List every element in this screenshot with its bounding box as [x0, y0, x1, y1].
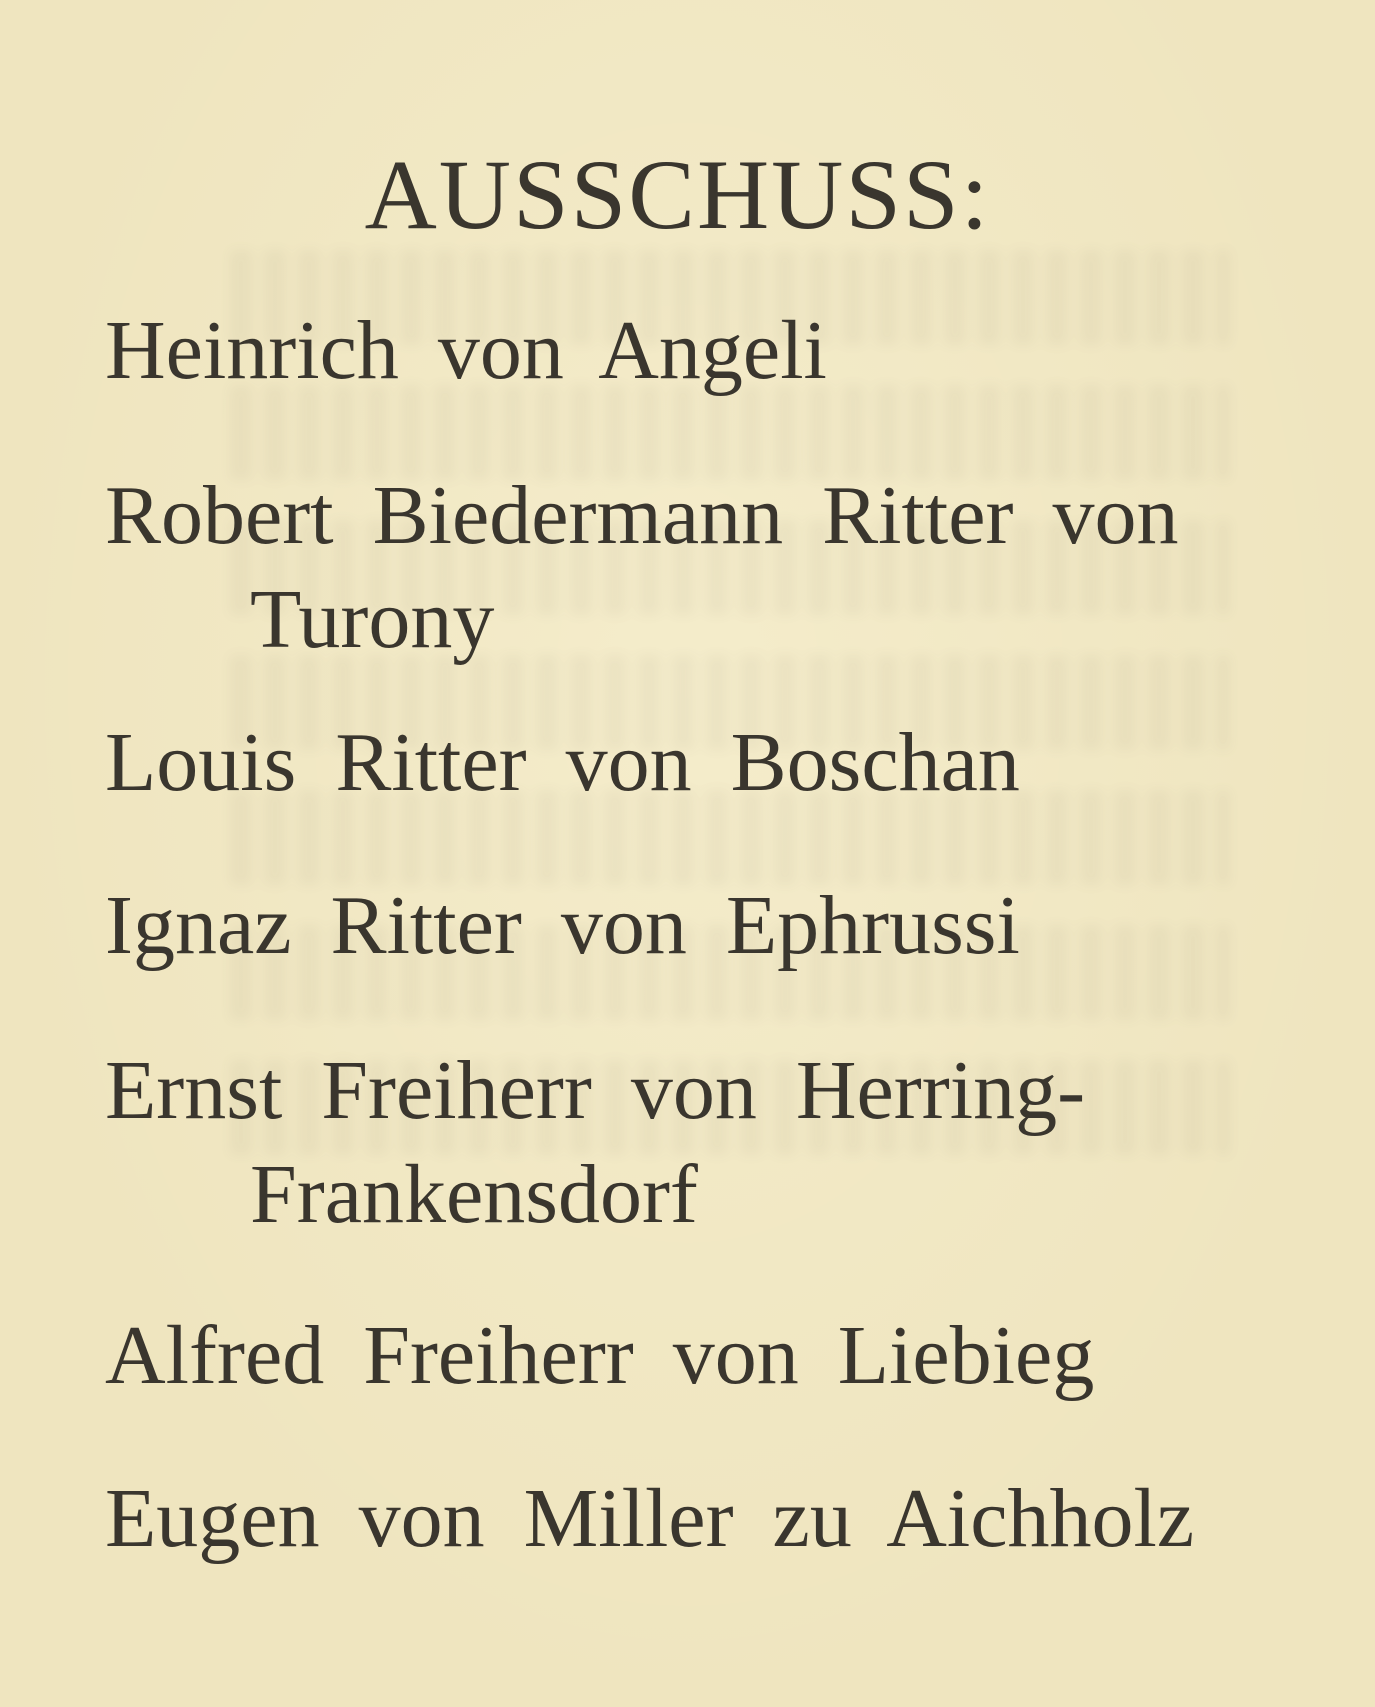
member-entry: [105, 470, 1178, 678]
member-entry: [105, 880, 1020, 972]
member-name: Robert Biedermann Ritter von: [105, 469, 1179, 562]
member-name-continuation: Turony: [250, 573, 495, 666]
member-name: Eugen von Miller zu Aichholz: [105, 1472, 1195, 1565]
page-title: [0, 140, 1375, 250]
member-name: Alfred Freiherr von Liebieg: [105, 1309, 1095, 1402]
member-entry: [105, 1310, 1094, 1402]
member-name-continuation: Frankensdorf: [250, 1148, 698, 1241]
member-entry: [105, 305, 827, 397]
member-entry: [105, 1473, 1194, 1565]
member-name: Ernst Freiherr von Herring-: [105, 1044, 1086, 1137]
member-entry: [105, 717, 1020, 809]
member-name: Ignaz Ritter von Ephrussi: [105, 879, 1020, 972]
member-entry: [105, 1045, 1085, 1253]
member-name: Heinrich von Angeli: [105, 304, 827, 397]
page-title-text: AUSSCHUSS:: [364, 139, 991, 250]
member-name: Louis Ritter von Boschan: [105, 716, 1020, 809]
